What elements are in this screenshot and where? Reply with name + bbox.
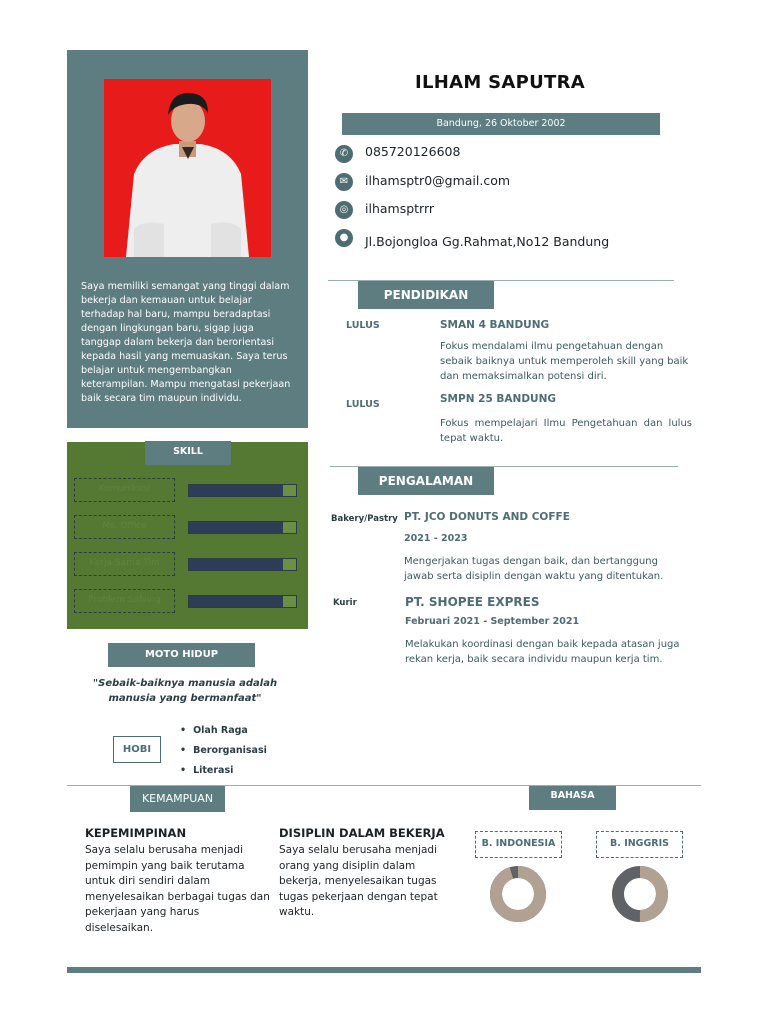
whatsapp-icon: ✆ [335, 145, 353, 163]
profile-intro: Saya memiliki semangat yang tinggi dalam bekerja dan kemauan untuk belajar terhadap hal baru, mampu beradaptasi dengan lingkungan baru, sigap juga tanggap dalam bekerja dan berorientasi kepada hasil yang memuaskan. Saya terus belajar untuk mengembangkan keterampilan. Mampu mengatasi pekerjaan baik secara tim maupun individu. [81, 281, 291, 404]
edu-status: LULUS [346, 399, 380, 410]
skill-level-fill [189, 559, 283, 570]
job-desc: Melakukan koordinasi dengan baik kepada atasan juga rekan kerja, baik secara individu maupun kerja tim. [405, 639, 680, 665]
skill-label: Problem Solving [74, 589, 175, 613]
pengalaman-title: PENGALAMAN [358, 467, 494, 495]
moto-text: "Sebaik-baiknya manusia adalah manusia yang bermanfaat" [92, 678, 278, 704]
edu-status: LULUS [346, 320, 380, 331]
job-desc: Mengerjakan tugas dengan baik, dan bertanggung jawab serta disiplin dengan waktu yang ditentukan. [404, 556, 664, 582]
skill-label: Komunikasi [74, 478, 175, 502]
edu-school: SMAN 4 BANDUNG [440, 319, 550, 331]
bahasa-title: BAHASA [529, 786, 616, 810]
contact-instagram: ilhamsptrrr [365, 201, 435, 216]
donut-level [496, 872, 540, 916]
ability-desc: Saya selalu berusaha menjadi orang yang disiplin dalam bekerja, menyelesaikan tugas tugas pekerjaan dengan tepat waktu. [279, 844, 438, 918]
ability-title: DISIPLIN DALAM BEKERJA [279, 826, 445, 840]
skill-label: Ms. Office [74, 515, 175, 539]
hobi-list [180, 721, 267, 781]
job-company: PT. SHOPEE EXPRES [405, 595, 540, 609]
candidate-name: ILHAM SAPUTRA [414, 72, 585, 93]
skill-level-bar [188, 595, 297, 608]
contact-phone: 085720126608 [365, 144, 461, 159]
email-icon: ✉ [335, 173, 353, 191]
person-photo-icon [104, 79, 271, 257]
location-icon: ● [335, 229, 353, 247]
contact-email: ilhamsptr0@gmail.com [365, 173, 511, 188]
skill-level-fill [189, 485, 283, 496]
ability-title: KEPEMIMPINAN [85, 826, 187, 840]
hobi-item: • Berorganisasi [180, 741, 267, 761]
job-role: Bakery/Pastry [331, 514, 398, 524]
job-period: 2021 - 2023 [404, 533, 468, 544]
edu-desc: Fokus mempelajari Ilmu Pengetahuan dan lulus tepat waktu. [440, 418, 692, 444]
edu-school: SMPN 25 BANDUNG [440, 393, 556, 405]
moto-title: MOTO HIDUP [108, 643, 255, 667]
job-company: PT. JCO DONUTS AND COFFE [404, 511, 570, 523]
kemampuan-title: KEMAMPUAN [130, 786, 225, 812]
skill-title: SKILL [145, 441, 231, 465]
footer-bar [67, 967, 701, 973]
language-donut-indonesia [488, 864, 548, 924]
skill-level-fill [189, 522, 283, 533]
job-period: Februari 2021 - September 2021 [405, 616, 580, 627]
skill-level-bar [188, 484, 297, 497]
pendidikan-title: PENDIDIKAN [358, 281, 494, 309]
language-label: B. INGGRIS [596, 831, 683, 858]
instagram-icon: ◎ [335, 201, 353, 219]
language-donut-inggris [610, 864, 670, 924]
edu-desc: Fokus mendalami ilmu pengetahuan dengan sebaik baiknya untuk memperoleh skill yang baik dan memaksimalkan potensi diri. [440, 341, 689, 382]
language-label: B. INDONESIA [475, 831, 562, 858]
contact-address: Jl.Bojongloa Gg.Rahmat,No12 Bandung [365, 234, 610, 249]
hobi-item: • Olah Raga [180, 721, 267, 741]
hobi-item: • Literasi [180, 761, 267, 781]
ability-desc: Saya selalu berusaha menjadi pemimpin yang baik terutama untuk diri sendiri dalam menyelesaikan berbagai tugas dan pekerjaan yang harus diselesaikan. [85, 844, 270, 934]
birth-info: Bandung, 26 Oktober 2002 [342, 113, 660, 135]
hobi-title: HOBI [113, 736, 161, 763]
skill-level-bar [188, 521, 297, 534]
profile-photo [104, 79, 271, 257]
skill-label: Kerja Sama Tim [74, 552, 175, 576]
skill-level-bar [188, 558, 297, 571]
skill-level-fill [189, 596, 283, 607]
job-role: Kurir [333, 598, 357, 608]
